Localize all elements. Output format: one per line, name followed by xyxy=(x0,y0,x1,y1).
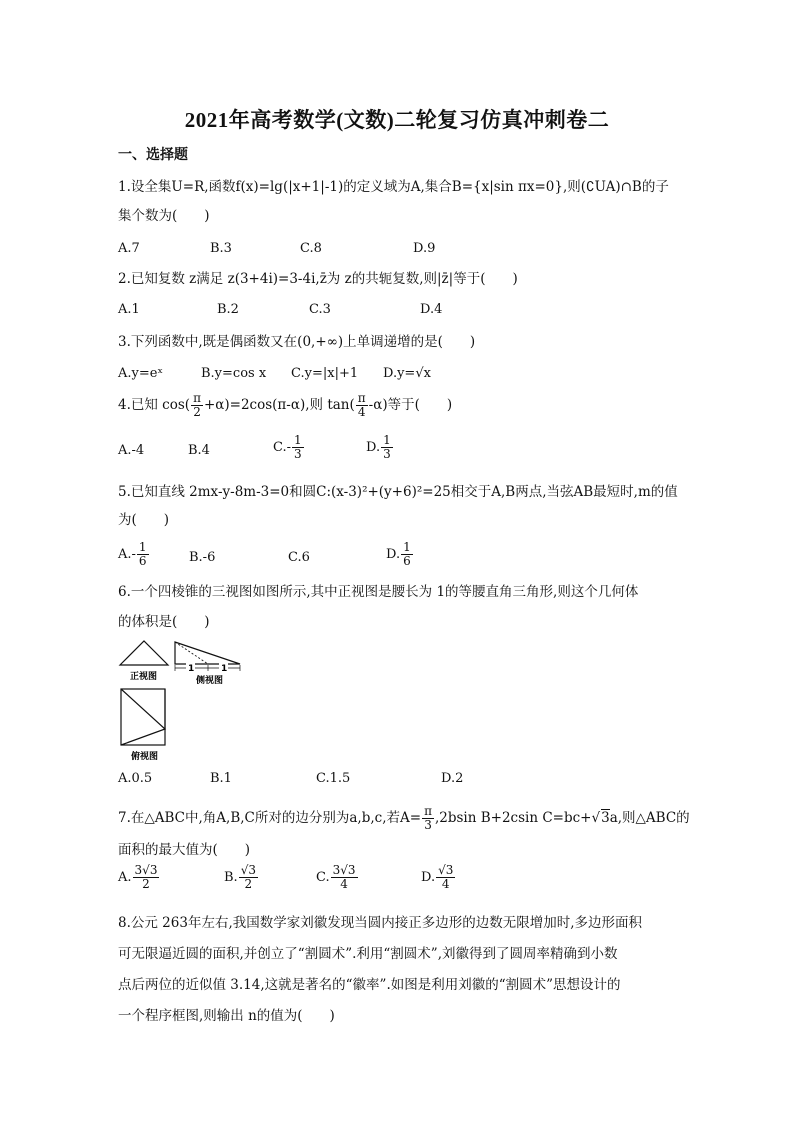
page-title: 2021年高考数学(文数)二轮复习仿真冲刺卷二 xyxy=(184,108,610,132)
three-view-figure xyxy=(118,636,248,762)
q7-option-b-label: B. xyxy=(224,870,238,885)
q6-option-c: C.1.5 xyxy=(316,771,351,786)
question-6-text-cont: 的体积是( ) xyxy=(118,614,210,630)
q7-option-b-fraction xyxy=(239,864,258,891)
q7-b-den: 2 xyxy=(244,877,253,891)
q4-option-c-label: C.- xyxy=(273,440,292,455)
q4-fraction-pi-2 xyxy=(191,392,203,419)
front-view-label: 正视图 xyxy=(130,672,158,682)
side-view-hidden-edge xyxy=(175,642,208,664)
q4-d-den: 3 xyxy=(383,447,391,461)
q4-option-d-label: D. xyxy=(366,440,381,455)
q7-mid: ,2bsin B+2csin C=bc+ xyxy=(434,810,592,826)
q7-option-d-fraction xyxy=(436,864,455,891)
q2-option-a: A.1 xyxy=(118,302,140,317)
q4-suffix: -α)等于( ) xyxy=(368,397,453,413)
q7-option-a xyxy=(118,864,160,891)
q5-a-num: 1 xyxy=(138,540,147,554)
q7-sqrt-value: 3 xyxy=(601,810,610,826)
q7-option-c-fraction xyxy=(331,864,358,891)
question-5-text: 5.已知直线 2mx-y-8m-3=0和圆C:(x-3)²+(y+6)²=25相交于A,B两点,当弦AB最短时,m的值 xyxy=(118,484,678,500)
side-view-dim-2: 1 xyxy=(221,664,228,674)
question-4-text xyxy=(118,392,452,419)
q4-option-d-fraction xyxy=(381,434,393,461)
q5-option-a-label: A.- xyxy=(118,547,136,562)
q5-option-d-label: D. xyxy=(386,547,401,562)
q4-c-den: 3 xyxy=(294,447,302,461)
q4-frac2-den: 4 xyxy=(357,405,366,419)
top-view-inner-edges xyxy=(121,689,165,745)
question-7-text xyxy=(118,805,690,832)
q4-c-num: 1 xyxy=(294,433,302,447)
q2-option-b: B.2 xyxy=(217,302,239,317)
q7-frac-num: π xyxy=(424,804,432,818)
question-7-text-cont: 面积的最大值为( ) xyxy=(118,842,251,858)
question-1-text: 1.设全集U=R,函数f(x)=lg(|x+1|-1)的定义域为A,集合B={x|sin πx=0},则(∁UA)∩B的子 xyxy=(118,179,669,195)
q4-frac1-num: π xyxy=(193,391,201,405)
q4-option-b: B.4 xyxy=(188,443,210,458)
q5-option-d-fraction xyxy=(401,541,413,568)
question-6-text: 6.一个四棱锥的三视图如图所示,其中正视图是腰长为 1的等腰直角三角形,则这个几何体 xyxy=(118,584,639,600)
q7-frac-den: 3 xyxy=(424,818,432,832)
q5-d-num: 1 xyxy=(403,540,411,554)
question-1-text-cont: 集个数为( ) xyxy=(118,208,210,224)
question-3-text: 3.下列函数中,既是偶函数又在(0,+∞)上单调递增的是( ) xyxy=(118,334,476,350)
q7-c-num: 3√3 xyxy=(332,863,356,877)
side-view-dim-1: 1 xyxy=(188,664,195,674)
q4-option-c-fraction xyxy=(292,434,304,461)
q1-option-b: B.3 xyxy=(210,241,232,256)
q4-d-num: 1 xyxy=(383,433,391,447)
q7-option-d xyxy=(421,864,456,891)
q3-option-d: D.y=√x xyxy=(383,366,431,381)
q7-option-b xyxy=(224,864,259,891)
q4-frac2-num: π xyxy=(357,391,366,405)
side-view-triangle xyxy=(175,642,240,664)
q2-option-d: D.4 xyxy=(420,302,443,317)
q7-option-a-fraction xyxy=(133,864,160,891)
q4-frac1-den: 2 xyxy=(193,405,201,419)
q5-option-c: C.6 xyxy=(288,550,310,565)
q7-a-den: 2 xyxy=(142,877,150,891)
q4-mid: +α)=2cos(π-α),则 tan( xyxy=(203,397,355,413)
q6-option-b: B.1 xyxy=(210,771,232,786)
top-view-label: 俯视图 xyxy=(131,752,159,762)
q7-option-c-label: C. xyxy=(316,870,330,885)
question-2-text: 2.已知复数 z满足 z(3+4i)=3-4i,z̄为 z的共轭复数,则|z̄|等于( ) xyxy=(118,271,518,287)
q3-option-a: A.y=eˣ xyxy=(118,366,163,381)
q3-option-c: C.y=|x|+1 xyxy=(291,366,359,381)
q1-option-d: D.9 xyxy=(413,241,436,256)
question-8-text: 8.公元 263年左右,我国数学家刘徽发现当圆内接正多边形的边数无限增加时,多边形面积 xyxy=(118,915,643,931)
q5-option-d xyxy=(386,541,414,568)
question-8-text-2: 可无限逼近圆的面积,并创立了“割圆术”.利用“割圆术”,刘徽得到了圆周率精确到小数 xyxy=(118,946,618,962)
q4-prefix: 4.已知 cos( xyxy=(118,397,191,413)
q4-option-d xyxy=(366,434,394,461)
q5-option-b: B.-6 xyxy=(189,550,216,565)
question-8-text-3: 点后两位的近似值 3.14,这就是著名的“徽率”.如图是利用刘徽的“割圆术”思想设计的 xyxy=(118,977,621,993)
q4-fraction-pi-4 xyxy=(356,392,368,419)
q3-option-b: B.y=cos x xyxy=(201,366,267,381)
q7-d-num: √3 xyxy=(438,863,454,877)
question-8-text-4: 一个程序框图,则输出 n的值为( ) xyxy=(118,1008,335,1024)
q7-a-num: 3√3 xyxy=(134,863,158,877)
q5-option-a-fraction xyxy=(137,541,149,568)
section-heading: 一、选择题 xyxy=(118,148,188,163)
q7-d-den: 4 xyxy=(441,877,450,891)
q7-b-num: √3 xyxy=(240,863,256,877)
q5-a-den: 6 xyxy=(138,554,147,568)
q7-suffix: a,则△ABC的 xyxy=(609,810,690,826)
q7-option-a-label: A. xyxy=(118,870,132,885)
q7-prefix: 7.在△ABC中,角A,B,C所对的边分别为a,b,c,若A= xyxy=(118,810,422,826)
q7-c-den: 4 xyxy=(340,877,348,891)
q5-d-den: 6 xyxy=(403,554,411,568)
front-view-triangle xyxy=(120,641,168,665)
q5-option-a xyxy=(118,541,150,568)
q7-option-d-label: D. xyxy=(421,870,436,885)
q7-option-c xyxy=(316,864,359,891)
q1-option-c: C.8 xyxy=(300,241,322,256)
q7-sqrt-sign: √ xyxy=(591,810,601,826)
q6-option-d: D.2 xyxy=(441,771,464,786)
q2-option-c: C.3 xyxy=(309,302,331,317)
q4-option-c xyxy=(273,434,305,461)
side-view-label: 侧视图 xyxy=(196,676,224,686)
q7-fraction-pi-3 xyxy=(422,805,434,832)
question-5-text-cont: 为( ) xyxy=(118,512,170,528)
three-view-svg xyxy=(118,636,248,762)
q6-option-a: A.0.5 xyxy=(118,771,153,786)
q1-option-a: A.7 xyxy=(118,241,140,256)
q4-option-a: A.-4 xyxy=(118,443,145,458)
